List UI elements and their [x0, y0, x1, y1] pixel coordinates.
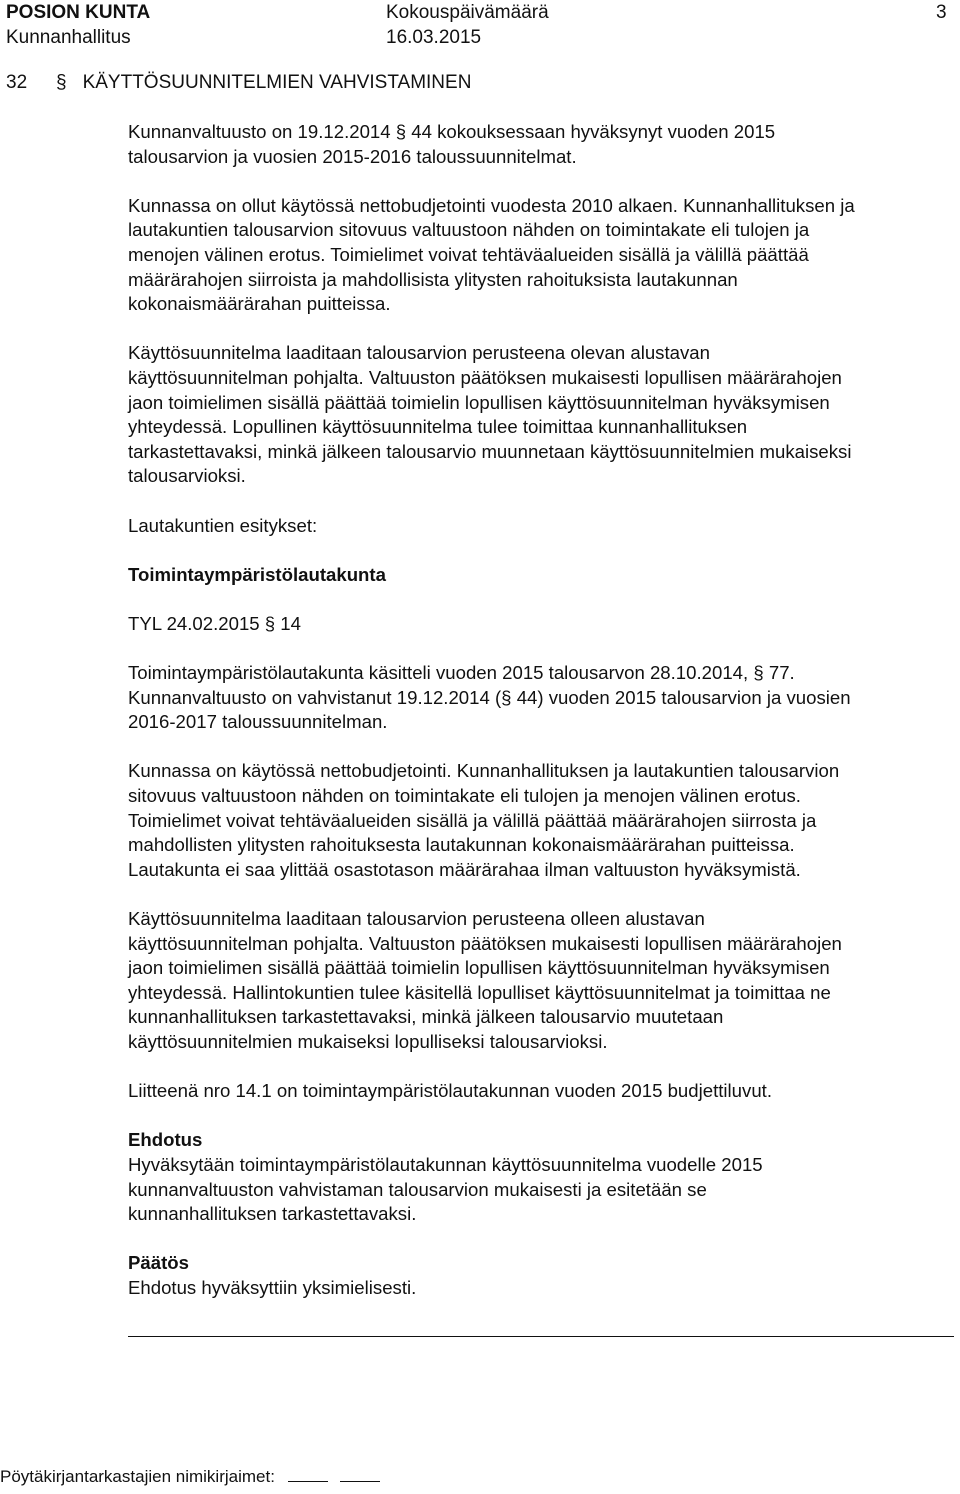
paragraph-5-line-4: mahdollisten ylitysten rahoituksesta lautakunnan kokonaismäärärahan puitteissa. [128, 834, 795, 856]
paragraph-5-line-3: Toimielimet voivat tehtäväalueiden sisällä ja välillä päättää määrärahojen siirrosta ja [128, 809, 817, 831]
committee-proposals-label: Lautakuntien esitykset: [128, 514, 318, 536]
paragraph-6-line-4: yhteydessä. Hallintokuntien tulee käsitellä lopulliset käyttösuunnitelmat ja toimittaa ne [128, 981, 831, 1003]
proposal-line-1: Hyväksytään toimintaympäristölautakunnan käyttösuunnitelma vuodelle 2015 [128, 1153, 763, 1175]
initials-blank-2 [340, 1467, 380, 1482]
committee-reference: TYL 24.02.2015 § 14 [128, 612, 301, 634]
paragraph-5-line-1: Kunnassa on käytössä nettobudjetointi. Kunnanhallituksen ja lautakuntien talousarvion [128, 760, 840, 782]
section-heading [6, 71, 471, 96]
paragraph-3-line-5: tarkastettavaksi, minkä jälkeen talousarvio muunnetaan käyttösuunnitelmien mukaiseksi [128, 440, 852, 462]
page-number: 3 [936, 2, 947, 23]
section-title: KÄYTTÖSUUNNITELMIEN VAHVISTAMINEN [82, 72, 472, 93]
paragraph-4-line-2: Kunnanvaltuusto on vahvistanut 19.12.2014 (§ 44) vuoden 2015 talousarvion ja vuosien [128, 686, 851, 708]
decision-heading: Päätös [128, 1252, 189, 1274]
paragraph-2-line-3: menojen välinen erotus. Toimielimet voivat tehtäväalueiden sisällä ja välillä päättää [128, 243, 809, 265]
signature-divider [128, 1336, 954, 1337]
paragraph-6-line-6: käyttösuunnitelmien mukaiseksi lopulliseksi talousarvioksi. [128, 1030, 608, 1052]
committee-heading: Toimintaympäristölautakunta [128, 563, 386, 585]
paragraph-3-line-4: yhteydessä. Lopullinen käyttösuunnitelma tulee toimittaa kunnanhallituksen [128, 416, 748, 438]
reviewer-initials-label: Pöytäkirjantarkastajien nimikirjaimet: [0, 1467, 275, 1486]
paragraph-3-line-2: käyttösuunnitelman pohjalta. Valtuuston päätöksen mukaisesti lopullisen määrärahojen [128, 366, 842, 388]
paragraph-4-line-3: 2016-2017 taloussuunnitelman. [128, 711, 388, 733]
paragraph-6-line-2: käyttösuunnitelman pohjalta. Valtuuston päätöksen mukaisesti lopullisen määrärahojen [128, 932, 842, 954]
section-number: 32 [6, 72, 28, 93]
paragraph-3-line-1: Käyttösuunnitelma laaditaan talousarvion perusteena olevan alustavan [128, 342, 710, 364]
paragraph-3-line-3: jaon toimielimen sisällä päättää toimielin lopullisen käyttösuunnitelman hyväksymisen [128, 391, 830, 413]
paragraph-2-line-2: lautakuntien talousarvion sitovuus valtuustoon nähden on toimintakate eli tulojen ja [128, 219, 810, 241]
meeting-date-label: Kokouspäivämäärä [386, 2, 549, 23]
proposal-line-2: kunnanvaltuuston vahvistaman talousarvion mukaisesti ja esitetään se [128, 1178, 707, 1200]
paragraph-2-line-5: kokonaismäärärahan puitteissa. [128, 293, 391, 315]
paragraph-5-line-5: Lautakunta ei saa ylittää osastotason määrärahaa ilman valtuuston hyväksymistä. [128, 858, 801, 880]
decision-text: Ehdotus hyväksyttiin yksimielisesti. [128, 1276, 417, 1298]
document-body [128, 120, 958, 1301]
paragraph-2-line-4: määrärahojen siirroista ja mahdollisista ylitysten rahoituksista lautakunnan [128, 268, 738, 290]
paragraph-6-line-3: jaon toimielimen sisällä päättää toimielin lopullisen käyttösuunnitelman hyväksymisen [128, 957, 830, 979]
governing-body: Kunnanhallitus [6, 27, 131, 48]
paragraph-5-line-2: sitovuus valtuustoon nähden on toimintakate eli tulojen ja menojen välinen erotus. [128, 785, 801, 807]
meeting-date: 16.03.2015 [386, 27, 482, 48]
paragraph-1-line-1: Kunnanvaltuusto on 19.12.2014 § 44 kokouksessaan hyväksynyt vuoden 2015 [128, 121, 776, 142]
paragraph-6-line-5: kunnanhallituksen tarkastettavaksi, minkä jälkeen talousarvio muutetaan [128, 1006, 724, 1028]
paragraph-2-line-1: Kunnassa on ollut käytössä nettobudjetointi vuodesta 2010 alkaen. Kunnanhallituksen ja [128, 194, 855, 216]
initials-blank-1 [288, 1467, 328, 1482]
proposal-line-3: kunnanhallituksen tarkastettavaksi. [128, 1203, 417, 1225]
section-symbol: § [56, 72, 67, 93]
paragraph-3-line-6: talousarvioksi. [128, 465, 246, 487]
organization-name: POSION KUNTA [6, 2, 151, 23]
paragraph-6-line-1: Käyttösuunnitelma laaditaan talousarvion perusteena olleen alustavan [128, 908, 705, 929]
proposal-heading: Ehdotus [128, 1129, 203, 1151]
paragraph-1-line-2: talousarvion ja vuosien 2015-2016 taloussuunnitelmat. [128, 145, 577, 167]
attachment-note: Liitteenä nro 14.1 on toimintaympäristölautakunnan vuoden 2015 budjettiluvut. [128, 1080, 772, 1102]
page-footer [0, 1465, 380, 1490]
paragraph-4-line-1: Toimintaympäristölautakunta käsitteli vuoden 2015 talousarvon 28.10.2014, § 77. [128, 662, 795, 684]
page-header [6, 0, 954, 50]
